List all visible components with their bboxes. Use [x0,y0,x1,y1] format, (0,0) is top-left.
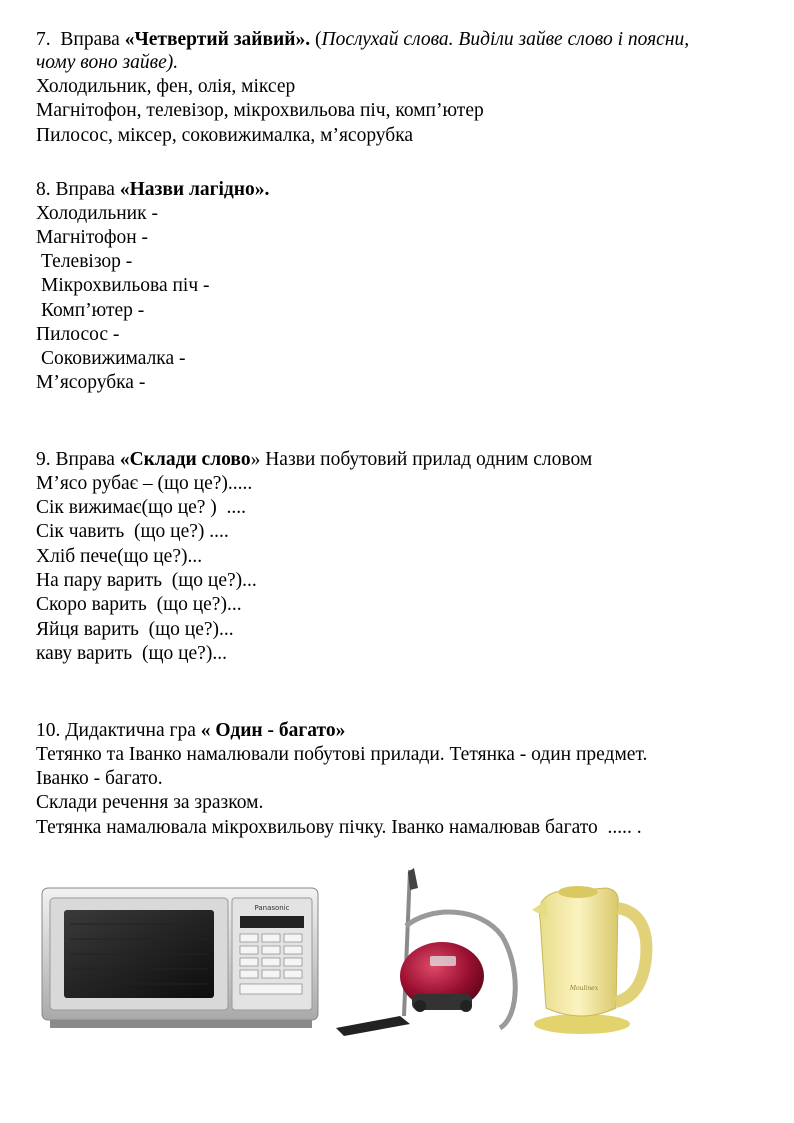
ex10-row-4: Тетянка намалювала мікрохвильову пічку. Іванко намалював багато ..... . [36,817,642,838]
ex9-row-4: Хліб пече(що це?)... [36,546,203,567]
ex8-heading: 8. Вправа «Назви лагідно». [36,179,270,200]
kettle-image [526,878,656,1038]
ex10-row-1: Тетянко та Іванко намалювали побутові прилади. Тетянка - один предмет. [36,744,648,765]
ex7-row-2: Магнітофон, телевізор, мікрохвильова піч, комп’ютер [36,100,484,121]
ex10-row-3: Склади речення за зразком. [36,792,264,813]
microwave-brand: Panasonic [254,904,290,912]
vacuum-cleaner-image [330,866,530,1042]
ex7-row-1: Холодильник, фен, олія, міксер [36,76,296,97]
ex7-instruction-cont: чому воно зайве). [36,52,179,73]
ex9-row-2: Сік вижимає(що це? ) .... [36,497,247,518]
appliance-images [0,860,794,1050]
ex10-row-2: Іванко - багато. [36,768,163,789]
ex7-heading: 7. Вправа «Четвертий зайвий». (Послухай слова. Виділи зайве слово і поясни, [36,29,690,50]
ex9-heading: 9. Вправа «Склади слово» Назви побутовий прилад одним словом [36,449,593,470]
ex8-row-7: Соковижималка - [41,348,186,369]
kettle-brand: Moulinex [569,985,599,992]
ex8-row-8: М’ясорубка - [36,372,146,393]
microwave-image [40,884,322,1034]
ex7-row-3: Пилосос, міксер, соковижималка, м’ясорубка [36,125,414,146]
ex9-row-7: Яйця варить (що це?)... [36,619,234,640]
ex8-row-2: Магнітофон - [36,227,149,248]
ex9-row-8: каву варить (що це?)... [36,643,227,664]
ex9-row-3: Сік чавить (що це?) .... [36,521,229,542]
ex9-row-1: М’ясо рубає – (що це?)..... [36,473,253,494]
ex8-row-1: Холодильник - [36,203,158,224]
ex8-row-6: Пилосос - [36,324,120,345]
ex8-row-5: Комп’ютер - [41,300,145,321]
ex9-row-5: На пару варить (що це?)... [36,570,257,591]
ex9-row-6: Скоро варить (що це?)... [36,594,242,615]
ex8-row-4: Мікрохвильова піч - [41,275,210,296]
ex8-row-3: Телевізор - [41,251,133,272]
ex10-heading: 10. Дидактична гра « Один - багато» [36,720,346,741]
